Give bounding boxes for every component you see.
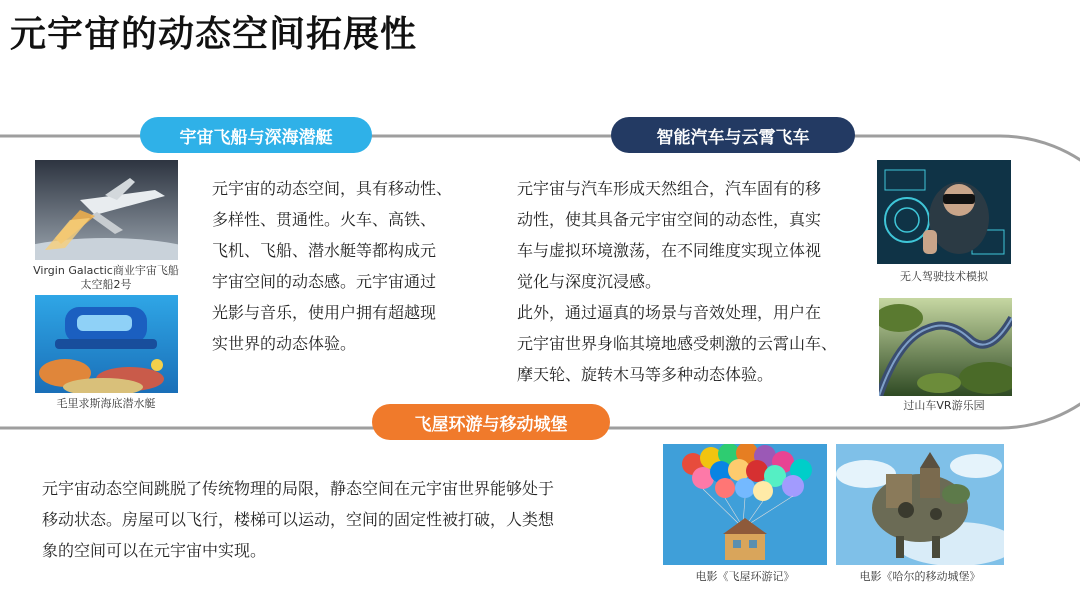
cars-paragraph [517, 173, 874, 390]
roller-coaster-photo-icon [879, 298, 1012, 396]
submarine-caption: 毛里求斯海底潜水艇 [56, 397, 156, 410]
moving-castle-photo [836, 444, 1004, 565]
vr-driving-photo [877, 160, 1011, 264]
paragraph-line: 元宇宙的动态空间，具有移动性、 [212, 179, 453, 198]
flying-house-caption: 电影《飞屋环游记》 [695, 570, 795, 583]
section-label-cars: 智能汽车与云霄飞车 [611, 117, 855, 153]
houses-paragraph [42, 473, 642, 566]
spaceship-paragraph [212, 173, 487, 359]
submarine-photo [35, 295, 178, 393]
page-title: 元宇宙的动态空间拓展性 [10, 14, 418, 55]
paragraph-line: 车与虚拟环境激荡，在不同维度实现立体视 [517, 241, 822, 260]
paragraph-line: 多样性、贯通性。火车、高铁、 [212, 210, 437, 229]
paragraph-line: 宇宙空间的动态感。元宇宙通过 [212, 272, 437, 291]
paragraph-line: 光影与音乐，使用户拥有超越现 [212, 303, 437, 322]
roller-coaster-caption: 过山车VR游乐园 [903, 399, 985, 412]
paragraph-line: 元宇宙与汽车形成天然组合，汽车固有的移 [517, 179, 822, 198]
submarine-photo-icon [35, 295, 178, 393]
spaceship-photo-icon [35, 160, 178, 260]
vr-driving-caption: 无人驾驶技术模拟 [900, 270, 988, 283]
flying-house-photo-icon [663, 444, 827, 565]
paragraph-line: 实世界的动态体验。 [212, 334, 357, 353]
moving-castle-photo-icon [836, 444, 1004, 565]
vr-driving-photo-icon [877, 160, 1011, 264]
paragraph-line: 元宇宙世界身临其境地感受刺激的云霄山车、 [517, 334, 838, 353]
moving-castle-caption: 电影《哈尔的移动城堡》 [859, 570, 981, 583]
roller-coaster-photo [879, 298, 1012, 396]
paragraph-line: 觉化与深度沉浸感。 [517, 272, 662, 291]
flying-house-photo [663, 444, 827, 565]
paragraph-line: 元宇宙动态空间跳脱了传统物理的局限，静态空间在元宇宙世界能够处于 [42, 479, 555, 498]
caption-line: 太空船2号 [80, 278, 132, 291]
paragraph-line: 飞机、飞船、潜水艇等都构成元 [212, 241, 437, 260]
section-label-houses: 飞屋环游与移动城堡 [372, 404, 610, 440]
paragraph-line: 象的空间可以在元宇宙中实现。 [42, 541, 267, 560]
spaceship-caption [22, 264, 190, 292]
paragraph-line: 动性，使其具备元宇宙空间的动态性，真实 [517, 210, 822, 229]
caption-line: Virgin Galactic商业宇宙飞船 [33, 264, 179, 277]
section-label-spaceship: 宇宙飞船与深海潜艇 [140, 117, 372, 153]
paragraph-line: 摩天轮、旋转木马等多种动态体验。 [517, 365, 774, 384]
spaceship-photo [35, 160, 178, 260]
paragraph-line: 此外，通过逼真的场景与音效处理，用户在 [517, 303, 822, 322]
paragraph-line: 移动状态。房屋可以飞行，楼梯可以运动，空间的固定性被打破，人类想 [42, 510, 555, 529]
